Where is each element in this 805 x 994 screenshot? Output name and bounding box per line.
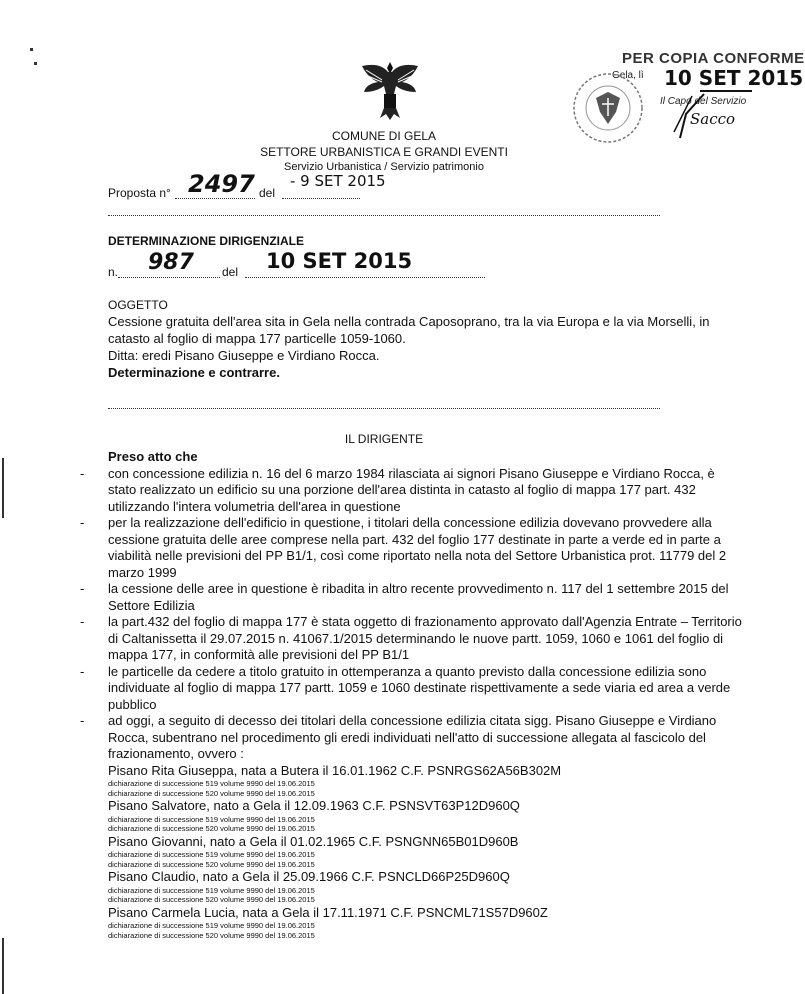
premise-line: le particelle da cedere a titolo gratuito in ottemperanza a quanto previsto dalla concessione edilizia sono: [108, 663, 707, 679]
bullet-dash: -: [80, 713, 85, 728]
premise-line: Rocca, subentrano nel procedimento gli eredi individuati nell'atto di successione allegata al fascicolo del: [108, 729, 706, 745]
bullet-dash: -: [80, 663, 85, 679]
proposta-del-label: del: [259, 186, 276, 200]
premise-line: frazionamento, ovvero :: [108, 746, 244, 761]
bullet-dash: -: [80, 515, 85, 530]
premise-item: [80, 465, 715, 516]
stamp-line: [700, 90, 752, 92]
premise-line: cessione gratuita delle aree comprese nella part. 432 del foglio 177 destinate in parte a verde ed in parte a: [108, 531, 721, 547]
proposta-number: 2497: [188, 170, 255, 198]
settore-name: SETTORE URBANISTICA E GRANDI EVENTI: [260, 145, 508, 159]
scan-mark: [34, 62, 37, 65]
premise-line: marzo 1999: [108, 564, 177, 580]
premise-line: con concessione edilizia n. 16 del 6 marzo 1984 rilasciata ai signori Pisano Giuseppe e Virdiano Rocca, è: [108, 465, 715, 481]
premise-line: di Caltanissetta il 29.07.2015 n. 41067.1/2015 determinando le nuove partt. 1059, 1060 e 1061 del foglio di: [108, 630, 724, 646]
premise-item: [80, 663, 731, 714]
bullet-dash: -: [80, 614, 85, 629]
servizio-name: Servizio Urbanistica / Servizio patrimonio: [284, 161, 484, 173]
oggetto-line-4: Determinazione e contrarre.: [108, 365, 280, 380]
heir-succession-declaration: dichiarazione di successione 519 volume 9990 del 19.06.2015: [108, 779, 315, 788]
stamp-date: 10 SET 2015: [664, 66, 804, 90]
bullet-dash: -: [80, 465, 85, 481]
heir-entry: [108, 905, 668, 941]
heirs-list: [108, 763, 668, 941]
premise-item: [80, 515, 727, 581]
scan-mark: [30, 48, 33, 51]
heir-entry: [108, 763, 668, 799]
proposta-label: Proposta n°: [108, 186, 171, 200]
premises-list: [80, 465, 742, 763]
determinazione-date: 10 SET 2015: [266, 249, 413, 273]
heir-succession-declaration: dichiarazione di successione 520 volume 9990 del 19.06.2015: [108, 788, 315, 798]
heir-succession-declaration: dichiarazione di successione 520 volume 9990 del 19.06.2015: [108, 824, 315, 833]
heir-name: Pisano Rita Giuseppa, nata a Butera il 16.01.1962 C.F. PSNRGS62A56B302M: [108, 762, 562, 778]
premise-line: la part.432 del foglio di mappa 177 è stata oggetto di frazionamento approvato dall'Agenzia Entrate – Territorio: [108, 614, 742, 629]
heir-name: Pisano Salvatore, nato a Gela il 12.09.1963 C.F. PSNSVT63P12D960Q: [108, 798, 520, 813]
stamp-signature: Sacco: [690, 110, 736, 128]
determinazione-n-label: n.: [108, 265, 119, 279]
premise-line: mappa 177, in conformità alle previsioni del PP B1/1: [108, 647, 410, 662]
oggetto-line-3: Ditta: eredi Pisano Giuseppe e Virdiano Rocca.: [108, 348, 380, 363]
premise-line: viabilità nelle previsioni del PP B1/1, così come riportato nella nota del Settore Urbanistica prot. 11779 del 2: [108, 548, 727, 563]
stamp-title: PER COPIA CONFORME: [622, 50, 805, 67]
heir-name: Pisano Carmela Lucia, nata a Gela il 17.11.1971 C.F. PSNCML71S57D960Z: [108, 904, 548, 920]
premise-line: la cessione delle aree in questione è ribadita in altro recente provvedimento n. 117 del 1 settembre 2015 del: [108, 581, 729, 596]
separator: [108, 215, 660, 216]
determinazione-number: 987: [148, 250, 194, 275]
determinazione-title: DETERMINAZIONE DIRIGENZIALE: [108, 234, 305, 248]
oggetto-line-2: catasto al foglio di mappa 177 particelle 1059-1060.: [108, 331, 406, 346]
dirigente-heading: IL DIRIGENTE: [344, 432, 424, 446]
heir-entry: [108, 798, 668, 834]
heir-succession-declaration: dichiarazione di successione 519 volume 9990 del 19.06.2015: [108, 814, 315, 824]
heir-entry: [108, 834, 668, 870]
heir-succession-declaration: dichiarazione di successione 520 volume 9990 del 19.06.2015: [108, 895, 315, 904]
determinazione-del-label: del: [222, 265, 239, 279]
scan-mark: [2, 458, 4, 518]
heir-succession-declaration: dichiarazione di successione 520 volume 9990 del 19.06.2015: [108, 859, 315, 869]
premise-line: Settore Edilizia: [108, 597, 195, 613]
premise-line: individuate al foglio di mappa 177 partt. 1059 e 1060 destinate rispettivamente a sede viaria ed area a verde: [108, 680, 731, 695]
premise-line: per la realizzazione dell'edificio in questione, i titolari della concessione edilizia dovevano provvedere alla: [108, 515, 712, 530]
premise-item: [80, 713, 717, 763]
separator: [108, 408, 660, 409]
stamp-role: Il Capo del Servizio: [660, 96, 747, 107]
document-body: [80, 449, 742, 940]
premise-line: pubblico: [108, 696, 157, 712]
premise-item: [80, 581, 729, 614]
premise-line: stato realizzato un edificio su una porzione dell'area distinta in catasto al foglio di mappa 177 part. 432: [108, 482, 696, 497]
comune-name: COMUNE DI GELA: [331, 129, 436, 143]
heir-succession-declaration: dichiarazione di successione 519 volume 9990 del 19.06.2015: [108, 921, 315, 930]
oggetto-label: OGGETTO: [108, 298, 168, 312]
proposta-date: - 9 SET 2015: [290, 172, 386, 190]
premise-line: ad oggi, a seguito di decesso dei titolari della concessione edilizia citata sigg. Pisano Giuseppe e Virdiano: [108, 713, 717, 728]
premise-item: [80, 614, 742, 664]
scan-mark: [2, 938, 4, 994]
heir-name: Pisano Giovanni, nato a Gela il 01.02.1965 C.F. PSNGNN65B01D960B: [108, 833, 519, 849]
bullet-dash: -: [80, 581, 85, 596]
heir-entry: [108, 869, 668, 905]
premise-line: utilizzando l'intera volumetria dell'area in questione: [108, 498, 401, 514]
heir-succession-declaration: dichiarazione di successione 520 volume 9990 del 19.06.2015: [108, 930, 315, 940]
heir-succession-declaration: dichiarazione di successione 519 volume 9990 del 19.06.2015: [108, 885, 315, 895]
heir-name: Pisano Claudio, nato a Gela il 25.09.1966 C.F. PSNCLD66P25D960Q: [108, 869, 510, 884]
oggetto-line-1: Cessione gratuita dell'area sita in Gela nella contrada Caposoprano, tra la via Europa e la via Morselli, in: [108, 314, 710, 329]
preso-atto-heading: Preso atto che: [108, 449, 198, 464]
heir-succession-declaration: dichiarazione di successione 519 volume 9990 del 19.06.2015: [108, 850, 315, 859]
eagle-emblem-icon: [358, 56, 422, 124]
stamp-place: Gela, lì: [612, 70, 644, 81]
